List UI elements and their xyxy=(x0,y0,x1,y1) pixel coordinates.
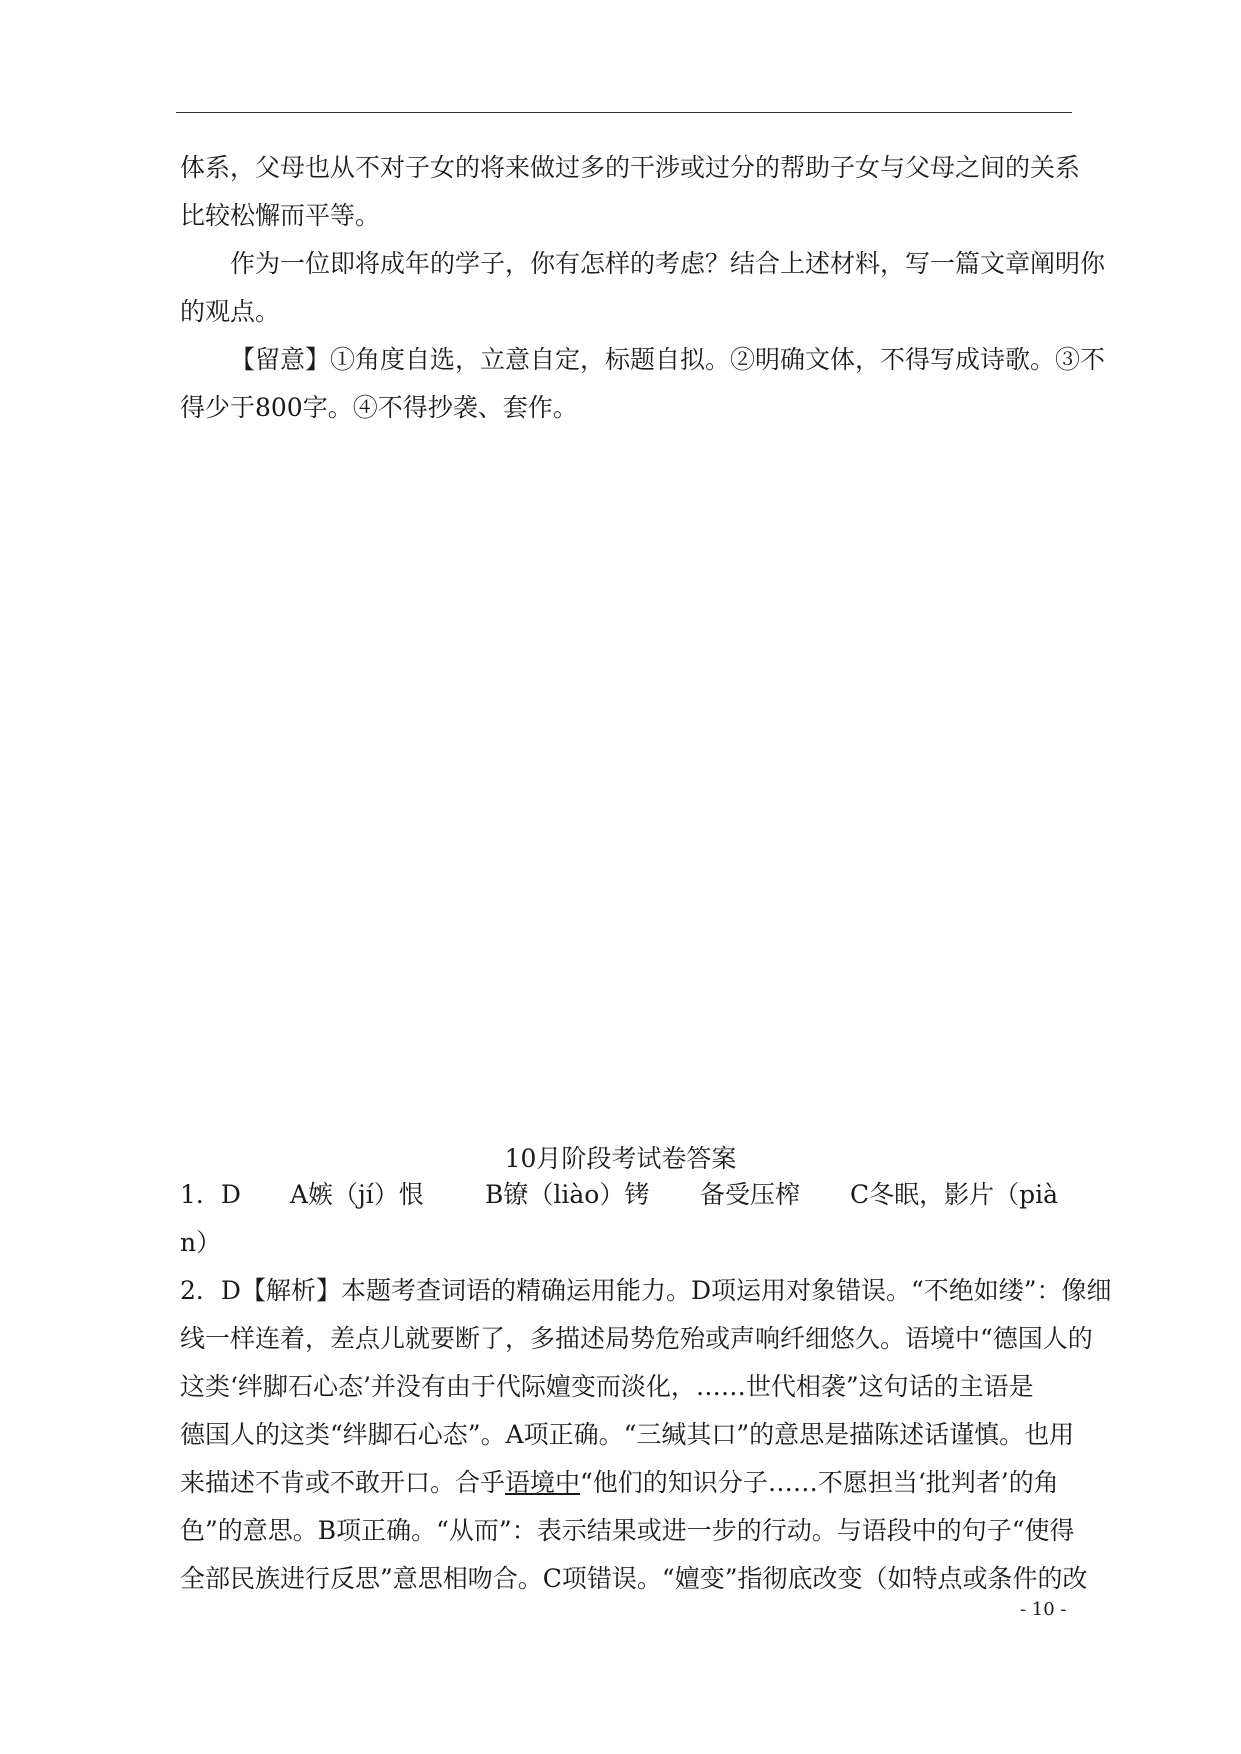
answer-1-continuation: n） xyxy=(180,1228,222,1257)
text-line: 作为一位即将成年的学子，你有怎样的考虑？结合上述材料，写一篇文章阐明你 xyxy=(230,249,1106,278)
text-line: 体系，父母也从不对子女的将来做过多的干涉或过分的帮助子女与父母之间的关系 xyxy=(180,153,1081,182)
answer-2-line xyxy=(180,1459,1080,1507)
essay-prompt xyxy=(180,240,1106,336)
answer-2-line: 色”的意思。B项正确。“从而”：表示结果或进一步的行动。与语段中的句子“使得 xyxy=(180,1516,1075,1545)
header-rule xyxy=(176,112,1072,113)
text-line: 比较松懈而平等。 xyxy=(180,201,381,230)
answer-2-line: 2．D【解析】本题考查词语的精确运用能力。D项运用对象错误。“不绝如缕”：像细 xyxy=(180,1276,1112,1305)
answer-1-number: 1．D xyxy=(180,1180,241,1209)
text-line: 【留意】①角度自选，立意自定，标题自拟。②明确文体，不得写成诗歌。③不 xyxy=(230,345,1106,374)
answer-list xyxy=(180,1171,1112,1603)
essay-material-ending xyxy=(180,144,1080,240)
text-span: 来描述不肯或不敢开口。合乎 xyxy=(180,1468,506,1497)
answer-1-option-c: C冬眠，影片（pià xyxy=(850,1180,1059,1209)
answer-1 xyxy=(180,1171,1080,1219)
answer-1-option-a: A嫉（jí）恨 xyxy=(290,1180,424,1209)
text-span: “他们的知识分子……不愿担当‘批判者’的角 xyxy=(580,1468,1059,1497)
answer-1-option-b: B镣（liào）铐 xyxy=(485,1180,650,1209)
text-line: 得少于800字。④不得抄袭、套作。 xyxy=(180,393,578,422)
essay-notes xyxy=(180,336,1106,432)
text-line: 的观点。 xyxy=(180,297,281,326)
underlined-text: 语境中 xyxy=(505,1468,581,1497)
answer-2-line: 德国人的这类“绊脚石心态”。A项正确。“三缄其口”的意思是描陈述话谨慎。也用 xyxy=(180,1420,1075,1449)
answer-2-line: 线一样连着，差点儿就要断了，多描述局势危殆或声响纤细悠久。语境中“德国人的 xyxy=(180,1324,1093,1353)
answer-2-line: 全部民族进行反思”意思相吻合。C项错误。“嬗变”指彻底改变（如特点或条件的改 xyxy=(180,1564,1088,1593)
answer-2-line: 这类‘绊脚石心态’并没有由于代际嬗变而淡化，……世代相袭”这句话的主语是 xyxy=(180,1372,1034,1401)
page-number: - 10 - xyxy=(1020,1599,1067,1620)
answer-1-option-b2: 备受压榨 xyxy=(700,1180,801,1209)
answer-section-title: 10月阶段考试卷答案 xyxy=(504,1144,737,1173)
